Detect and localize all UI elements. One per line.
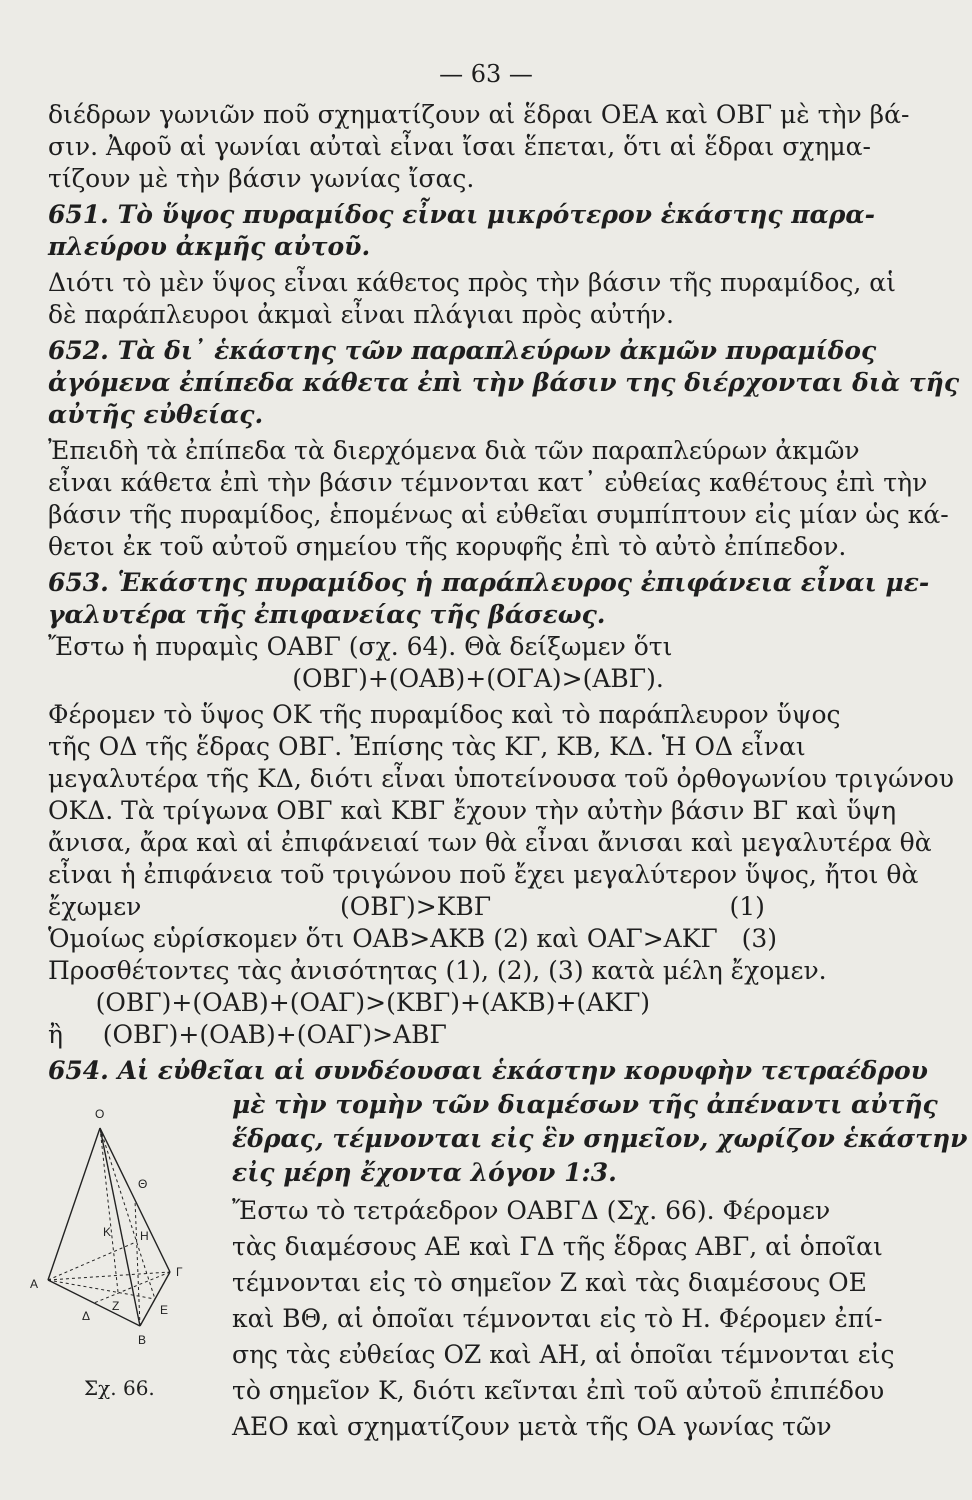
text-line: ΟΚΔ. Τὰ τρίγωνα ΟΒΓ καὶ ΚΒΓ ἔχουν τὴν αὐτὴν βάσιν ΒΓ καὶ ὕψη [48, 796, 897, 825]
theorem-653-title: γαλυτέρα τῆς ἐπιφανείας τῆς βάσεως. [48, 600, 606, 629]
page-number: — 63 — [439, 60, 533, 88]
text-line: εἶναι κάθετα ἐπὶ τὴν βάσιν τέμνονται κατ᾽ εὐθείας καθέτους ἐπὶ τὴν [48, 468, 928, 497]
label-D: Δ [82, 1309, 91, 1323]
line-AH [48, 1242, 136, 1280]
text-line: θετοι ἐκ τοῦ αὐτοῦ σημείου τῆς κορυφῆς ἐπὶ τὸ αὐτὸ ἐπίπεδον. [48, 532, 847, 561]
text-line: εἶναι ἡ ἐπιφάνεια τοῦ τριγώνου ποῦ ἔχει μεγαλύτερον ὕψος, ἤτοι θὰ [48, 860, 919, 889]
text-line: μεγαλυτέρα τῆς ΚΔ, διότι εἶναι ὑποτείνουσα τοῦ ὀρθογωνίου τριγώνου [48, 764, 954, 793]
label-H: Η [140, 1229, 149, 1243]
label-A: Α [30, 1277, 39, 1291]
label-Z: Ζ [112, 1299, 120, 1313]
label-O: Ο [95, 1107, 105, 1121]
text-line: Φέρομεν τὸ ὕψος ΟΚ τῆς πυραμίδος καὶ τὸ παράπλευρον ὕψος [48, 700, 841, 729]
text-line: Ἐπειδὴ τὰ ἐπίπεδα τὰ διερχόμενα διὰ τῶν παραπλεύρων ἀκμῶν [48, 436, 860, 465]
formula-line: Ὁμοίως εὑρίσκομεν ὅτι ΟΑΒ>ΑΚΒ (2) καὶ ΟΑΓ>ΑΚΓ (3) [48, 924, 777, 953]
theorem-651-title: πλεύρου ἀκμῆς αὐτοῦ. [48, 232, 371, 261]
formula-line: ἢ (ΟΒΓ)+(ΟΑΒ)+(ΟΑΓ)>ΑΒΓ [48, 1020, 447, 1049]
text-line: σης τὰς εὐθείας ΟΖ καὶ ΑΗ, αἱ ὁποῖαι τέμνονται εἰς [232, 1340, 895, 1369]
text-line: Ἔστω τὸ τετράεδρον ΟΑΒΓΔ (Σχ. 66). Φέρομεν [232, 1196, 831, 1225]
text-line: τὰς διαμέσους ΑΕ καὶ ΓΔ τῆς ἕδρας ΑΒΓ, αἱ ὁποῖαι [232, 1232, 883, 1261]
text-line: τῆς ΟΔ τῆς ἕδρας ΟΒΓ. Ἐπίσης τὰς ΚΓ, ΚΒ, ΚΔ. Ἡ ΟΔ εἶναι [48, 732, 806, 761]
text-line: τὸ σημεῖον Κ, διότι κεῖνται ἐπὶ τοῦ αὐτοῦ ἐπιπέδου [232, 1376, 885, 1405]
label-Th: Θ [138, 1177, 148, 1191]
theorem-652-title: αὐτῆς εὐθείας. [48, 400, 264, 429]
text-line: βάσιν τῆς πυραμίδος, ἑπομένως αἱ εὐθεῖαι συμπίπτουν εἰς μίαν ὡς κά- [48, 500, 949, 529]
theorem-654-title: εἰς μέρη ἔχοντα λόγον 1:3. [232, 1158, 617, 1187]
theorem-652-title: ἀγόμενα ἐπίπεδα κάθετα ἐπὶ τὴν βάσιν της διέρχονται διὰ τῆς [48, 368, 960, 397]
theorem-651-title: 651. Τὸ ὕψος πυραμίδος εἶναι μικρότερον ἑκάστης παρα- [48, 200, 876, 229]
tetrahedron-figure [20, 1100, 190, 1360]
edge-AG [48, 1272, 170, 1280]
text-line: Διότι τὸ μὲν ὕψος εἶναι κάθετος πρὸς τὴν βάσιν τῆς πυραμίδος, αἱ [48, 268, 896, 297]
theorem-653-title: 653. Ἑκάστης πυραμίδος ἡ παράπλευρος ἐπιφάνεια εἶναι με- [48, 568, 930, 597]
edge-AB [48, 1280, 140, 1326]
theorem-654-title: μὲ τὴν τομὴν τῶν διαμέσων τῆς ἀπέναντι αὐτῆς [232, 1090, 938, 1119]
label-K: Κ [103, 1225, 112, 1239]
text-line: ἄνισα, ἄρα καὶ αἱ ἐπιφάνειαί των θὰ εἶναι ἄνισαι καὶ μεγαλυτέρα θὰ [48, 828, 932, 857]
formula-line: (ΟΒΓ)+(ΟΑΒ)+(ΟΓΑ)>(ΑΒΓ). [292, 664, 664, 693]
text-line: καὶ ΒΘ, αἱ ὁποῖαι τέμνονται εἰς τὸ Η. Φέρομεν ἐπί- [232, 1304, 883, 1333]
figure-caption: Σχ. 66. [84, 1376, 155, 1400]
theorem-652-title: 652. Τὰ δι᾽ ἑκάστης τῶν παραπλεύρων ἀκμῶν πυραμίδος [48, 336, 877, 365]
formula-line: (ΟΒΓ)+(ΟΑΒ)+(ΟΑΓ)>(ΚΒΓ)+(ΑΚΒ)+(ΑΚΓ) [48, 988, 651, 1017]
median-OE [100, 1128, 155, 1299]
line-OZ [100, 1128, 118, 1292]
text-line: ΑΕΟ καὶ σχηματίζουν μετὰ τῆς ΟΑ γωνίας τῶν [232, 1412, 832, 1441]
text-line: τέμνονται εἰς τὸ σημεῖον Ζ καὶ τὰς διαμέσους ΟΕ [232, 1268, 867, 1297]
text-line: σιν. Ἀφοῦ αἱ γωνίαι αὐταὶ εἶναι ἴσαι ἕπεται, ὅτι αἱ ἕδραι σχημα- [48, 132, 871, 161]
edge-OA [48, 1128, 100, 1280]
label-E: Ε [160, 1303, 169, 1317]
formula-line: ἔχωμεν (ΟΒΓ)>ΚΒΓ (1) [48, 892, 765, 921]
theorem-654-title: ἕδρας, τέμνονται εἰς ἓν σημεῖον, χωρίζον ἑκάστην [232, 1124, 968, 1153]
text-line: δὲ παράπλευροι ἀκμαὶ εἶναι πλάγιαι πρὸς αὐτήν. [48, 300, 674, 329]
label-G: Γ [176, 1265, 183, 1279]
theorem-654-title: 654. Αἱ εὐθεῖαι αἱ συνδέουσαι ἑκάστην κορυφὴν τετραέδρου [48, 1056, 928, 1085]
text-line: Ἔστω ἡ πυραμὶς ΟΑΒΓ (σχ. 64). Θὰ δείξωμεν ὅτι [48, 632, 673, 661]
text-line: Προσθέτοντες τὰς ἀνισότητας (1), (2), (3) κατὰ μέλη ἔχομεν. [48, 956, 827, 985]
text-line: διέδρων γωνιῶν ποῦ σχηματίζουν αἱ ἕδραι ΟΕΑ καὶ ΟΒΓ μὲ τὴν βά- [48, 100, 910, 129]
text-line: τίζουν μὲ τὴν βάσιν γωνίας ἴσας. [48, 164, 475, 193]
label-B: Β [138, 1333, 147, 1347]
